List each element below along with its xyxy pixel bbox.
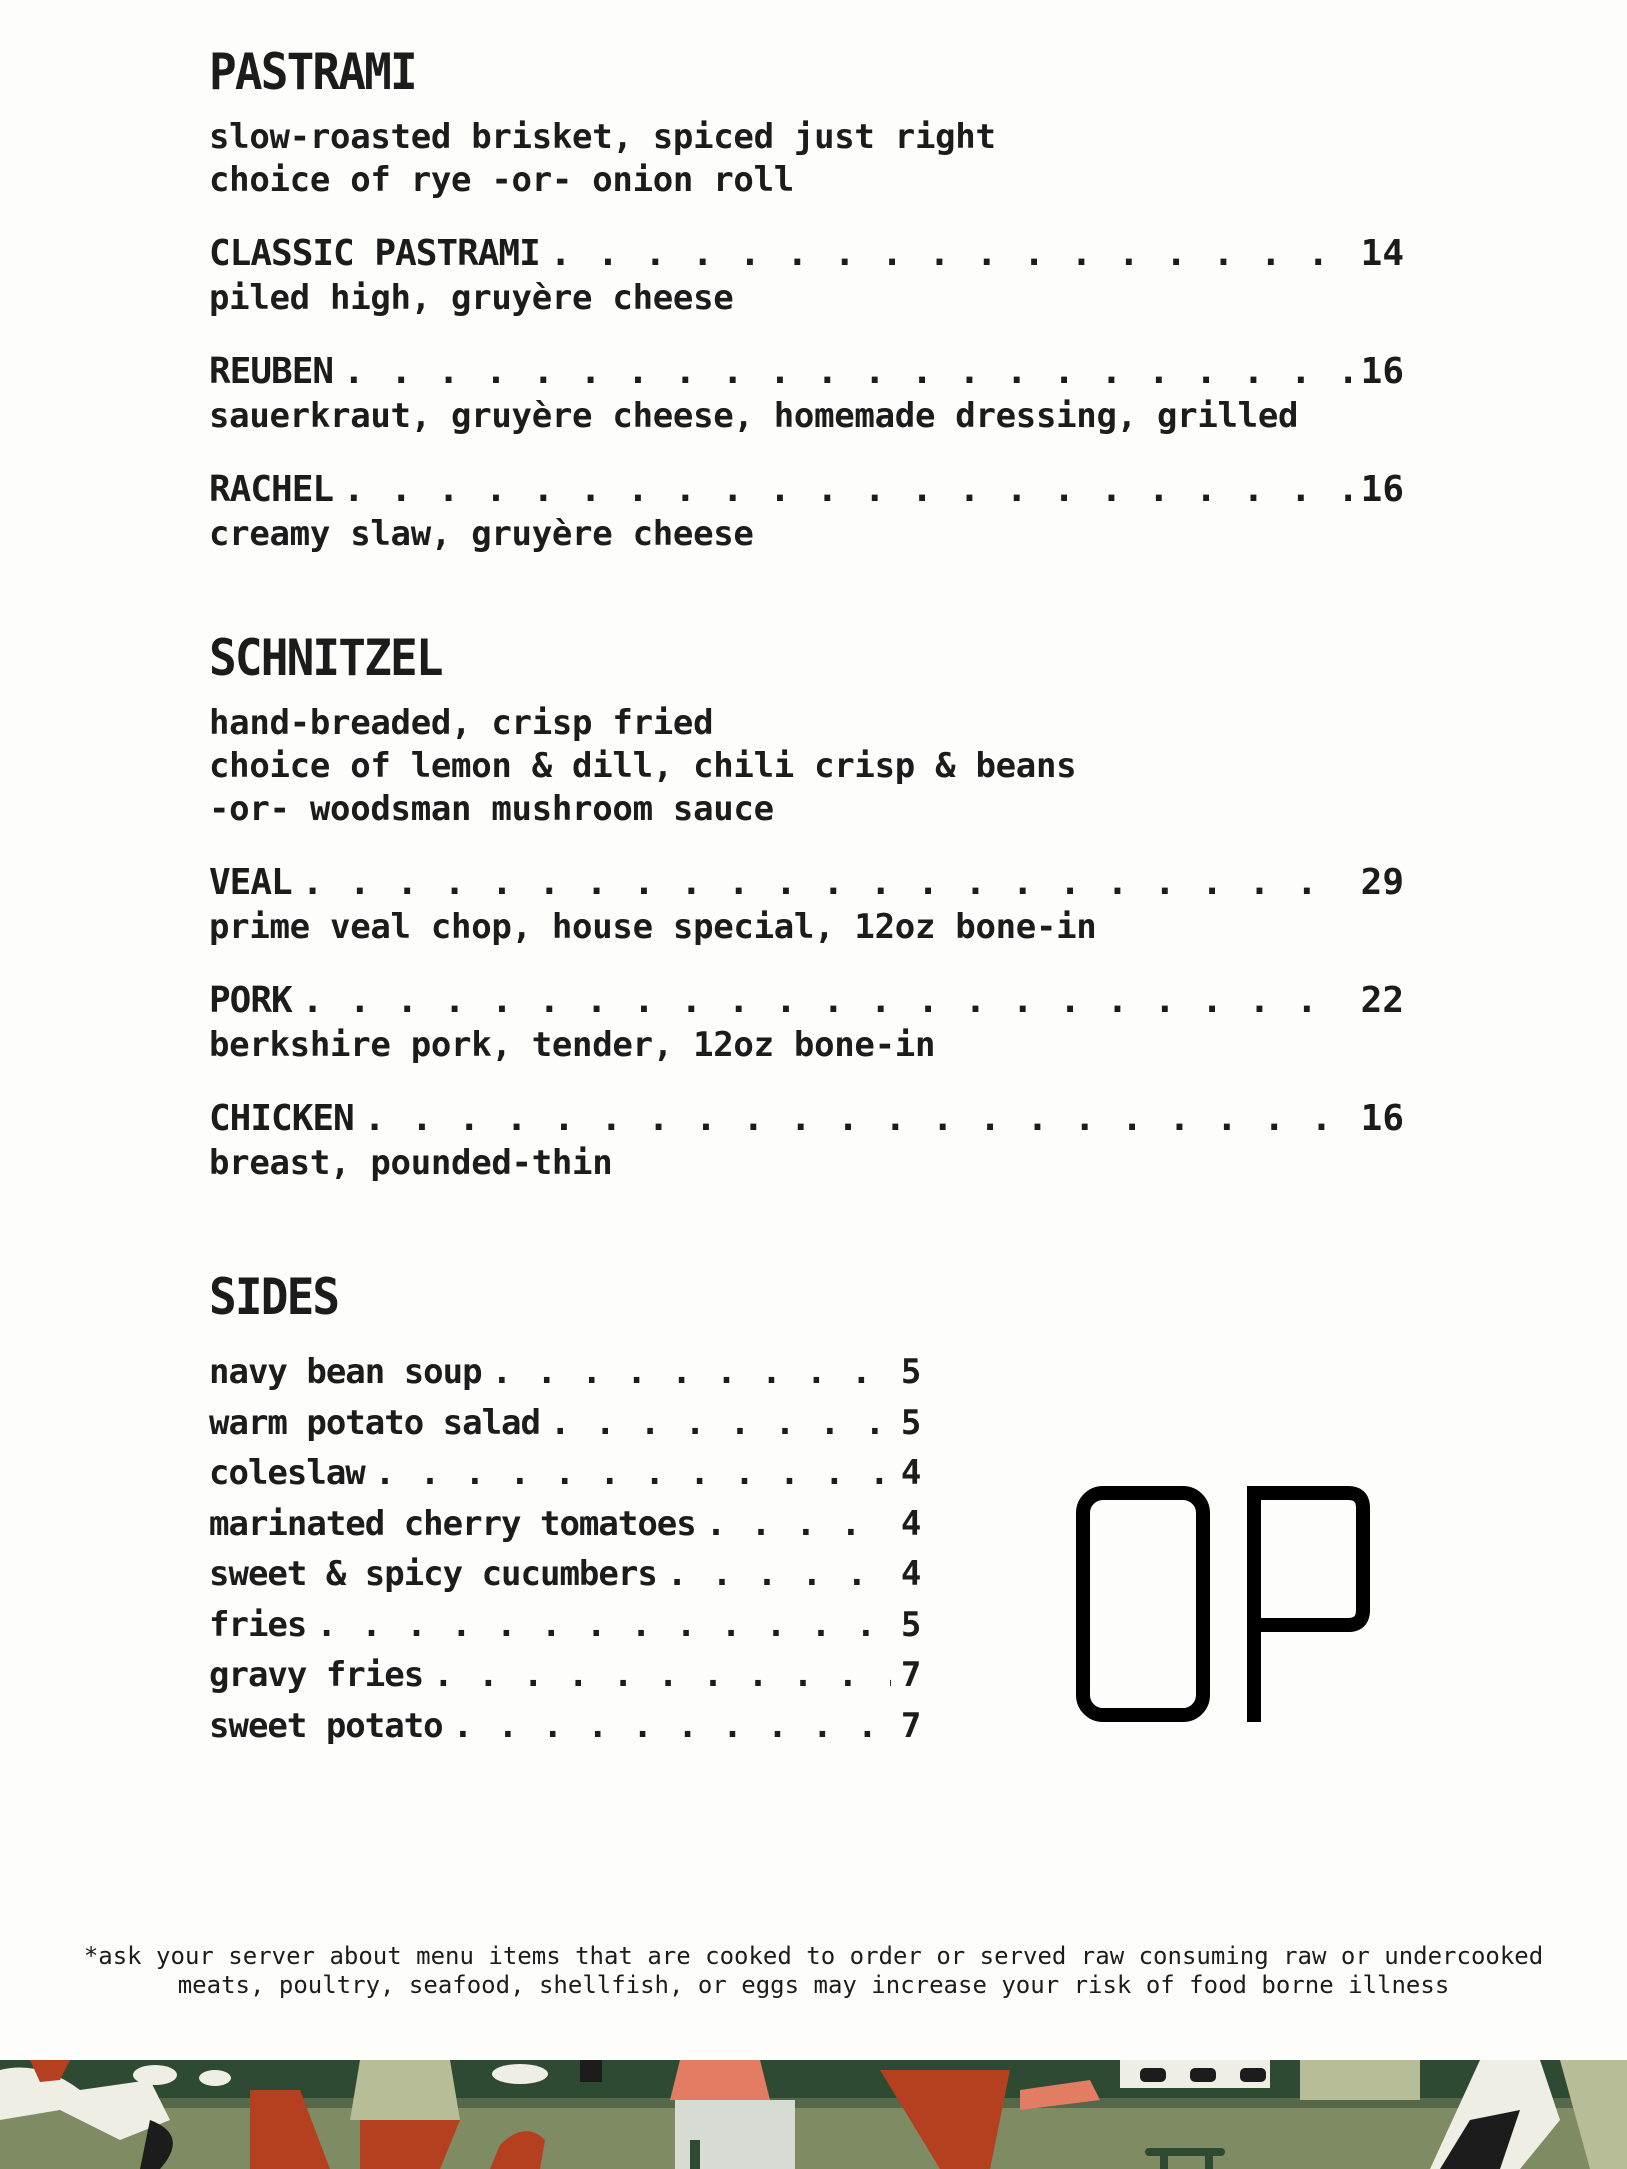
item-name: CLASSIC PASTRAMI bbox=[209, 233, 540, 274]
item-name: REUBEN bbox=[209, 351, 334, 392]
section-title: SCHNITZEL bbox=[209, 629, 442, 687]
item-price: 16 bbox=[1360, 351, 1404, 392]
leader-dots bbox=[550, 1398, 891, 1449]
menu-item bbox=[209, 350, 1404, 438]
item-name: PORK bbox=[209, 980, 292, 1021]
side-item bbox=[209, 1701, 921, 1752]
sides-list bbox=[209, 1347, 921, 1751]
illustration-banner bbox=[0, 2060, 1627, 2169]
side-price: 4 bbox=[900, 1453, 921, 1493]
section-title: PASTRAMI bbox=[209, 43, 416, 101]
side-name: fries bbox=[209, 1604, 307, 1645]
section-schnitzel bbox=[209, 626, 1404, 1185]
leader-dots bbox=[453, 1701, 891, 1752]
item-price: 22 bbox=[1360, 980, 1404, 1021]
item-description: berkshire pork, tender, 12oz bone-in bbox=[209, 1025, 936, 1065]
leader-dots bbox=[302, 861, 1351, 905]
leader-dots bbox=[706, 1499, 891, 1550]
item-description: prime veal chop, house special, 12oz bone-in bbox=[209, 907, 1097, 947]
menu-item bbox=[209, 468, 1404, 556]
disclaimer-line-1: *ask your server about menu items that are cooked to order or served raw consuming raw or undercooked bbox=[83, 1942, 1544, 1970]
leader-dots bbox=[433, 1650, 891, 1701]
side-price: 7 bbox=[900, 1705, 921, 1746]
op-logo bbox=[1076, 1486, 1370, 1722]
leader-dots bbox=[302, 979, 1351, 1023]
item-description: breast, pounded-thin bbox=[209, 1143, 613, 1183]
side-name: sweet & spicy cucumbers bbox=[209, 1554, 657, 1594]
item-price: 14 bbox=[1360, 233, 1404, 274]
item-name: RACHEL bbox=[209, 469, 334, 510]
leader-dots bbox=[492, 1347, 891, 1398]
item-description: sauerkraut, gruyère cheese, homemade dressing, grilled bbox=[209, 396, 1299, 436]
side-item bbox=[209, 1600, 921, 1651]
leader-dots bbox=[550, 232, 1351, 276]
section-title: SIDES bbox=[209, 1268, 339, 1326]
section-description: hand-breaded, crisp fried choice of lemon & dill, chili crisp & beans -or- woodsman mushroom sauce bbox=[209, 703, 1077, 829]
item-description: piled high, gruyère cheese bbox=[209, 278, 734, 318]
side-price: 7 bbox=[900, 1655, 921, 1695]
disclaimer bbox=[0, 1942, 1627, 2000]
leader-dots bbox=[667, 1549, 891, 1600]
side-price: 5 bbox=[900, 1604, 921, 1645]
leader-dots bbox=[343, 350, 1351, 394]
side-item bbox=[209, 1347, 921, 1398]
side-item bbox=[209, 1549, 921, 1600]
item-name: CHICKEN bbox=[209, 1098, 354, 1139]
menu-item bbox=[209, 861, 1404, 949]
side-item bbox=[209, 1398, 921, 1449]
leader-dots bbox=[375, 1448, 891, 1499]
item-description: creamy slaw, gruyère cheese bbox=[209, 514, 754, 554]
side-price: 4 bbox=[900, 1503, 921, 1544]
leader-dots bbox=[316, 1600, 890, 1651]
side-price: 5 bbox=[900, 1352, 921, 1392]
side-name: coleslaw bbox=[209, 1453, 365, 1493]
side-item bbox=[209, 1499, 921, 1550]
item-price: 29 bbox=[1360, 862, 1404, 903]
side-name: warm potato salad bbox=[209, 1402, 540, 1443]
side-name: navy bean soup bbox=[209, 1352, 482, 1392]
section-pastrami bbox=[209, 40, 1404, 556]
disclaimer-line-2: meats, poultry, seafood, shellfish, or eggs may increase your risk of food borne illness bbox=[177, 1971, 1450, 1999]
leader-dots bbox=[364, 1097, 1351, 1141]
section-description: slow-roasted brisket, spiced just right choice of rye -or- onion roll bbox=[209, 117, 996, 200]
menu-item bbox=[209, 979, 1404, 1067]
side-item bbox=[209, 1448, 921, 1499]
item-name: VEAL bbox=[209, 862, 292, 903]
side-name: sweet potato bbox=[209, 1705, 443, 1746]
side-name: gravy fries bbox=[209, 1655, 424, 1695]
side-item bbox=[209, 1650, 921, 1701]
leader-dots bbox=[343, 468, 1351, 512]
side-price: 4 bbox=[900, 1554, 921, 1594]
side-name: marinated cherry tomatoes bbox=[209, 1503, 696, 1544]
item-price: 16 bbox=[1360, 1098, 1404, 1139]
item-price: 16 bbox=[1360, 469, 1404, 510]
side-price: 5 bbox=[900, 1402, 921, 1443]
menu-item bbox=[209, 1097, 1404, 1185]
menu-item bbox=[209, 232, 1404, 320]
